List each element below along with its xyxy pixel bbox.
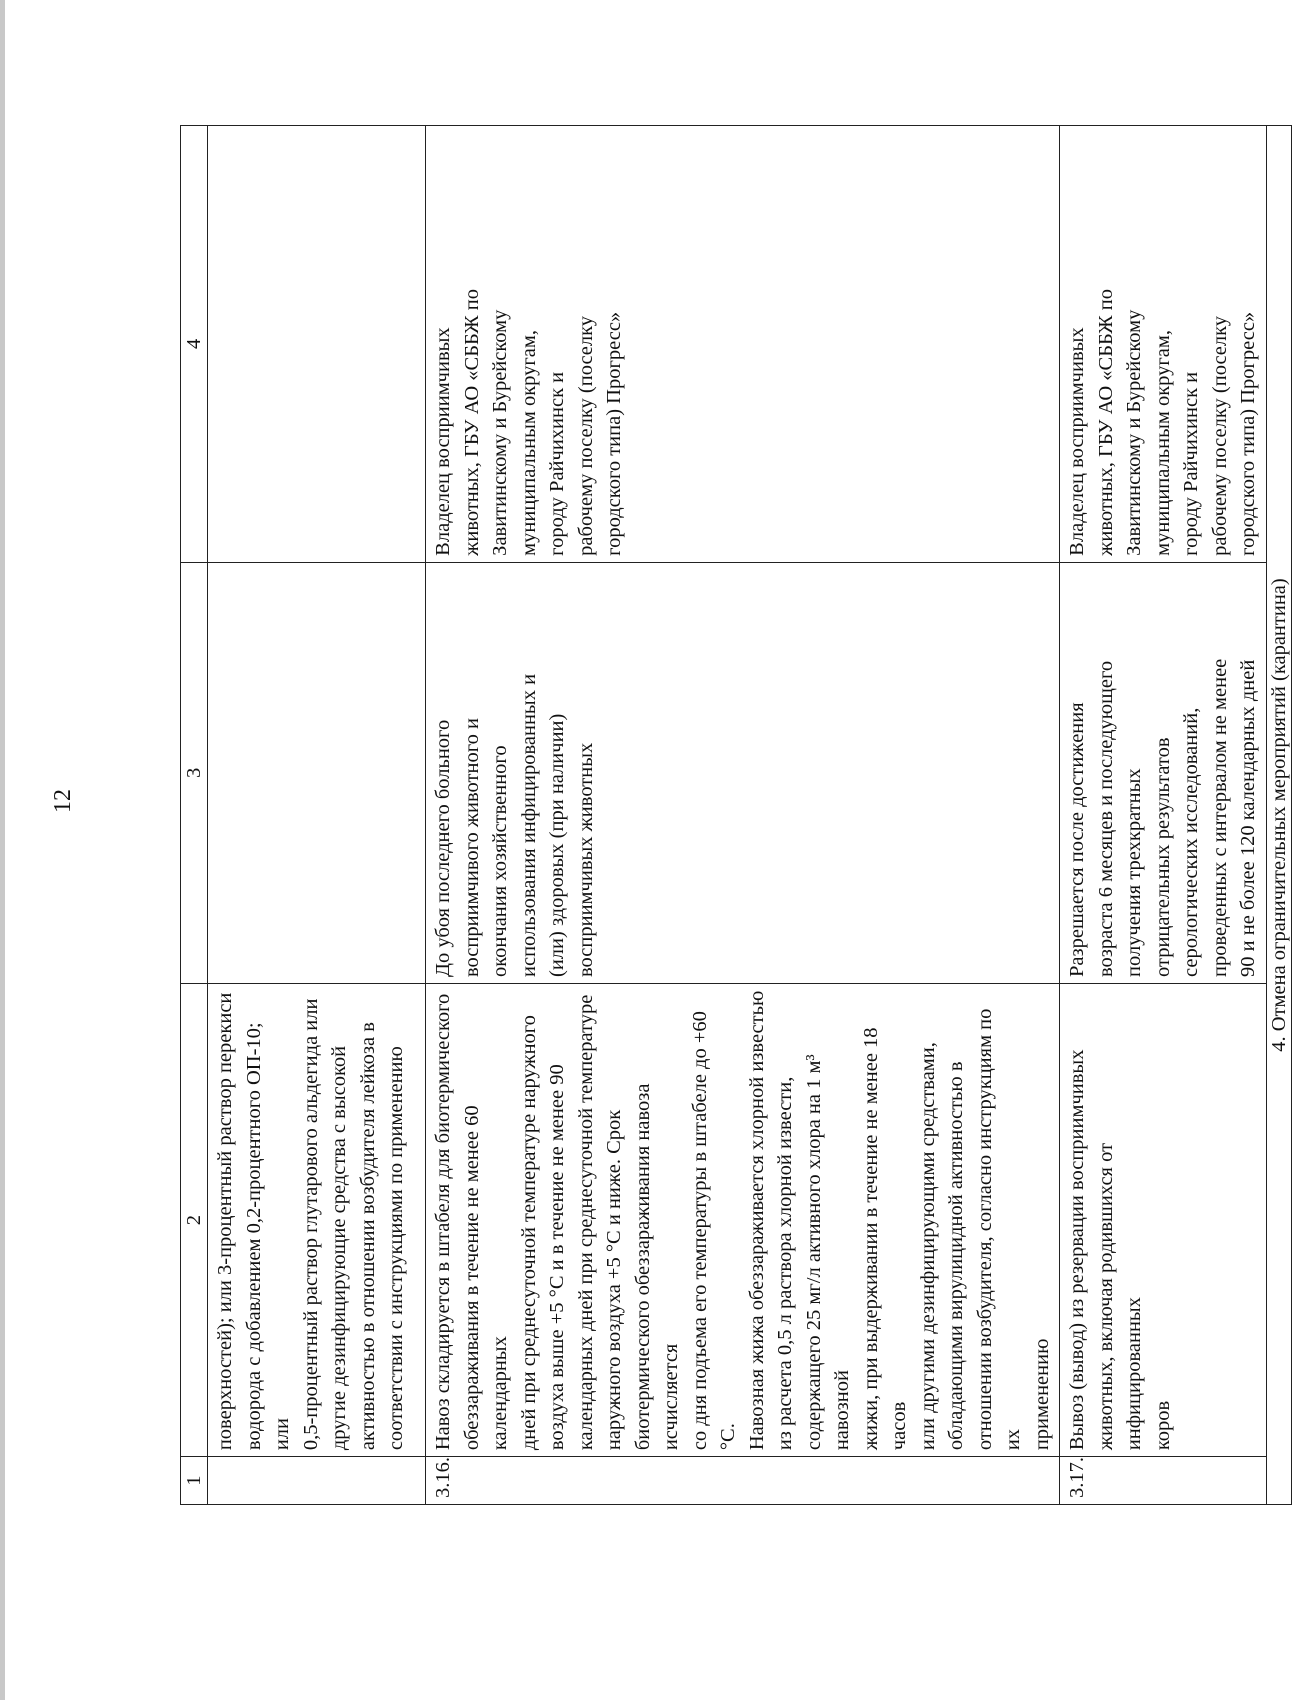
header-col-1: 1 (181, 1457, 208, 1505)
cell-responsible (208, 126, 426, 563)
header-col-4: 4 (181, 126, 208, 563)
cell-term (208, 562, 426, 983)
measures-table (180, 125, 1292, 1505)
cell-term: До убоя последнего больного восприимчивого животного и окончания хозяйственного использования инфицированных и (или) здоровых (при наличии) восприимчивых животных (426, 562, 1060, 983)
page-number: 12 (50, 789, 76, 813)
cell-num (208, 1457, 426, 1505)
cell-responsible: Владелец восприимчивых животных, ГБУ АО «СББЖ по Завитинскому и Бурейскому муниципальным округам, городу Райчихинск и рабочему поселку (поселку городского типа) Прогресс» (1060, 126, 1267, 563)
cell-measure: Навоз складируется в штабеля для биотермического обеззараживания в течение не менее 60 календарных дней при среднесуточной температуре наружного воздуха выше +5 °С и в течение не менее 90 календарных дней при среднесуточной температуре наружного воздуха +5 °С и ниже. Срок биотермического обеззараживания навоза исчисляется со дня подъема его температуры в штабеле до +60 °С. Навозная жижа обеззараживается хлорной известью из расчета 0,5 л раствора хлорной извести, содержащего 25 мг/л активного хлора на 1 м³ навозной жижи, при выдерживании в течение не менее 18 часов или другими дезинфицирующими средствами, обладающими вирулицидной активностью в отношении возбудителя, согласно инструкциям по их применению (426, 984, 1060, 1457)
table-row-continued (208, 126, 426, 1505)
table-row-3-16 (426, 126, 1060, 1505)
header-row (181, 126, 208, 1505)
cell-term: Разрешается после достижения возраста 6 месяцев и последующего получения трехкратных отрицательных результатов серологических исследований, проведенных с интервалом не менее 90 и не более 120 календарных дней (1060, 562, 1267, 983)
section-heading-row (1266, 126, 1291, 1505)
header-col-2: 2 (181, 984, 208, 1457)
cell-num: 3.16. (426, 1457, 1060, 1505)
section-heading: 4. Отмена ограничительных мероприятий (карантина) (1266, 126, 1291, 1505)
cell-measure: Вывоз (вывод) из резервации восприимчивых животных, включая родившихся от инфицированных коров (1060, 984, 1267, 1457)
cell-num: 3.17. (1060, 1457, 1267, 1505)
table-row-3-17 (1060, 126, 1267, 1505)
header-col-3: 3 (181, 562, 208, 983)
cell-responsible: Владелец восприимчивых животных, ГБУ АО «СББЖ по Завитинскому и Бурейскому муниципальным округам, городу Райчихинск и рабочему поселку (поселку городского типа) Прогресс» (426, 126, 1060, 563)
rotated-table-container (180, 125, 1290, 1505)
cell-measure: поверхностей); или 3-процентный раствор перекиси водорода с добавлением 0,2-процентного ОП-10; или 0,5-процентный раствор глутарового альдегида или другие дезинфицирующие средства с высокой активностью в отношении возбудителя лейкоза в соответствии с инструкциями по применению (208, 984, 426, 1457)
scan-edge (0, 0, 5, 1700)
